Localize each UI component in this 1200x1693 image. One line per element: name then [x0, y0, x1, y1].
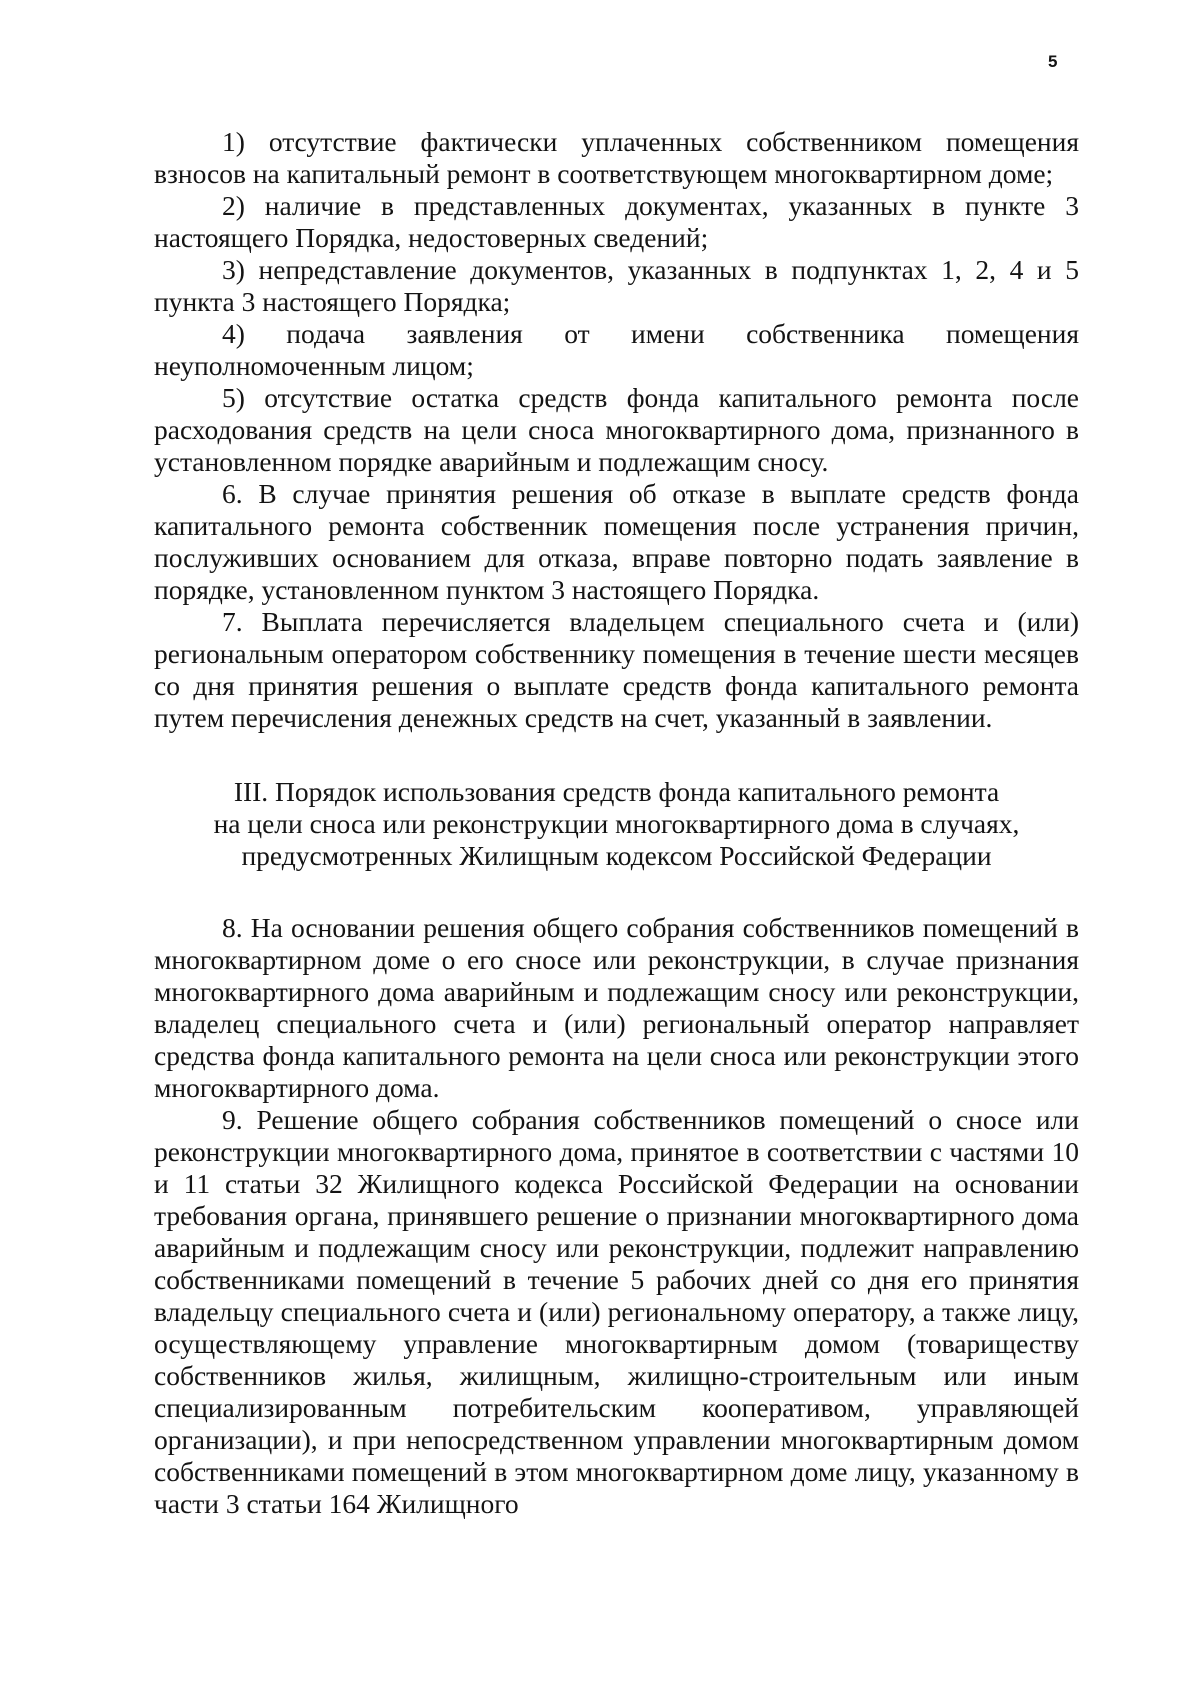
paragraph-7: 7. Выплата перечисляется владельцем специального счета и (или) региональным оператором собственнику помещения в течение шести месяцев со дня принятия решения о выплате средств фонда капитального ремонта путем перечисления денежных средств на счет, указанный в заявлении.	[154, 606, 1079, 733]
paragraph-6: 6. В случае принятия решения об отказе в выплате средств фонда капитального ремонта собственник помещения после устранения причин, послуживших основанием для отказа, вправе повторно подать заявление в порядке, установленном пунктом 3 настоящего Порядка.	[154, 478, 1079, 605]
list-item-2: 2) наличие в представленных документах, указанных в пункте 3 настоящего Порядка, недостоверных сведений;	[154, 190, 1079, 253]
paragraph-9: 9. Решение общего собрания собственников помещений о сносе или реконструкции многоквартирного дома, принятое в соответствии с частями 10 и 11 статьи 32 Жилищного кодекса Российской Федерации на основании требования органа, принявшего решение о признании многоквартирного дома аварийным и подлежащим сносу или реконструкции, подлежит направлению собственниками помещений в течение 5 рабочих дней со дня его принятия владельцу специального счета и (или) региональному оператору, а также лицу, осуществляющему управление многоквартирным домом (товариществу собственников жилья, жилищным, жилищно-строительным или иным специализированным потребительским кооперативом, управляющей организации), и при непосредственном управлении многоквартирным домом собственниками помещений в этом многоквартирном доме лицу, указанному в части 3 статьи 164 Жилищного	[154, 1104, 1079, 1519]
page-number: 5	[1048, 52, 1058, 71]
section-heading-line-3: предусмотренных Жилищным кодексом Российской Федерации	[241, 840, 992, 871]
section-heading-line-1: III. Порядок использования средств фонда капитального ремонта	[233, 776, 1000, 807]
list-item-3: 3) непредставление документов, указанных в подпунктах 1, 2, 4 и 5 пункта 3 настоящего Порядка;	[154, 254, 1079, 317]
list-item-5: 5) отсутствие остатка средств фонда капитального ремонта после расходования средств на цели сноса многоквартирного дома, признанного в установленном порядке аварийным и подлежащим сносу.	[154, 382, 1079, 477]
paragraph-8: 8. На основании решения общего собрания собственников помещений в многоквартирном доме о его сносе или реконструкции, в случае признания многоквартирного дома аварийным и подлежащим сносу или реконструкции, владелец специального счета и (или) региональный оператор направляет средства фонда капитального ремонта на цели сноса или реконструкции этого многоквартирного дома.	[154, 912, 1079, 1103]
section-heading-line-2: на цели сноса или реконструкции многоквартирного дома в случаях,	[213, 808, 1020, 839]
document-body	[154, 126, 1079, 1520]
list-item-4: 4) подача заявления от имени собственника помещения неуполномоченным лицом;	[154, 318, 1079, 381]
section-heading	[154, 776, 1079, 872]
list-item-1: 1) отсутствие фактически уплаченных собственником помещения взносов на капитальный ремонт в соответствующем многоквартирном доме;	[154, 126, 1079, 189]
